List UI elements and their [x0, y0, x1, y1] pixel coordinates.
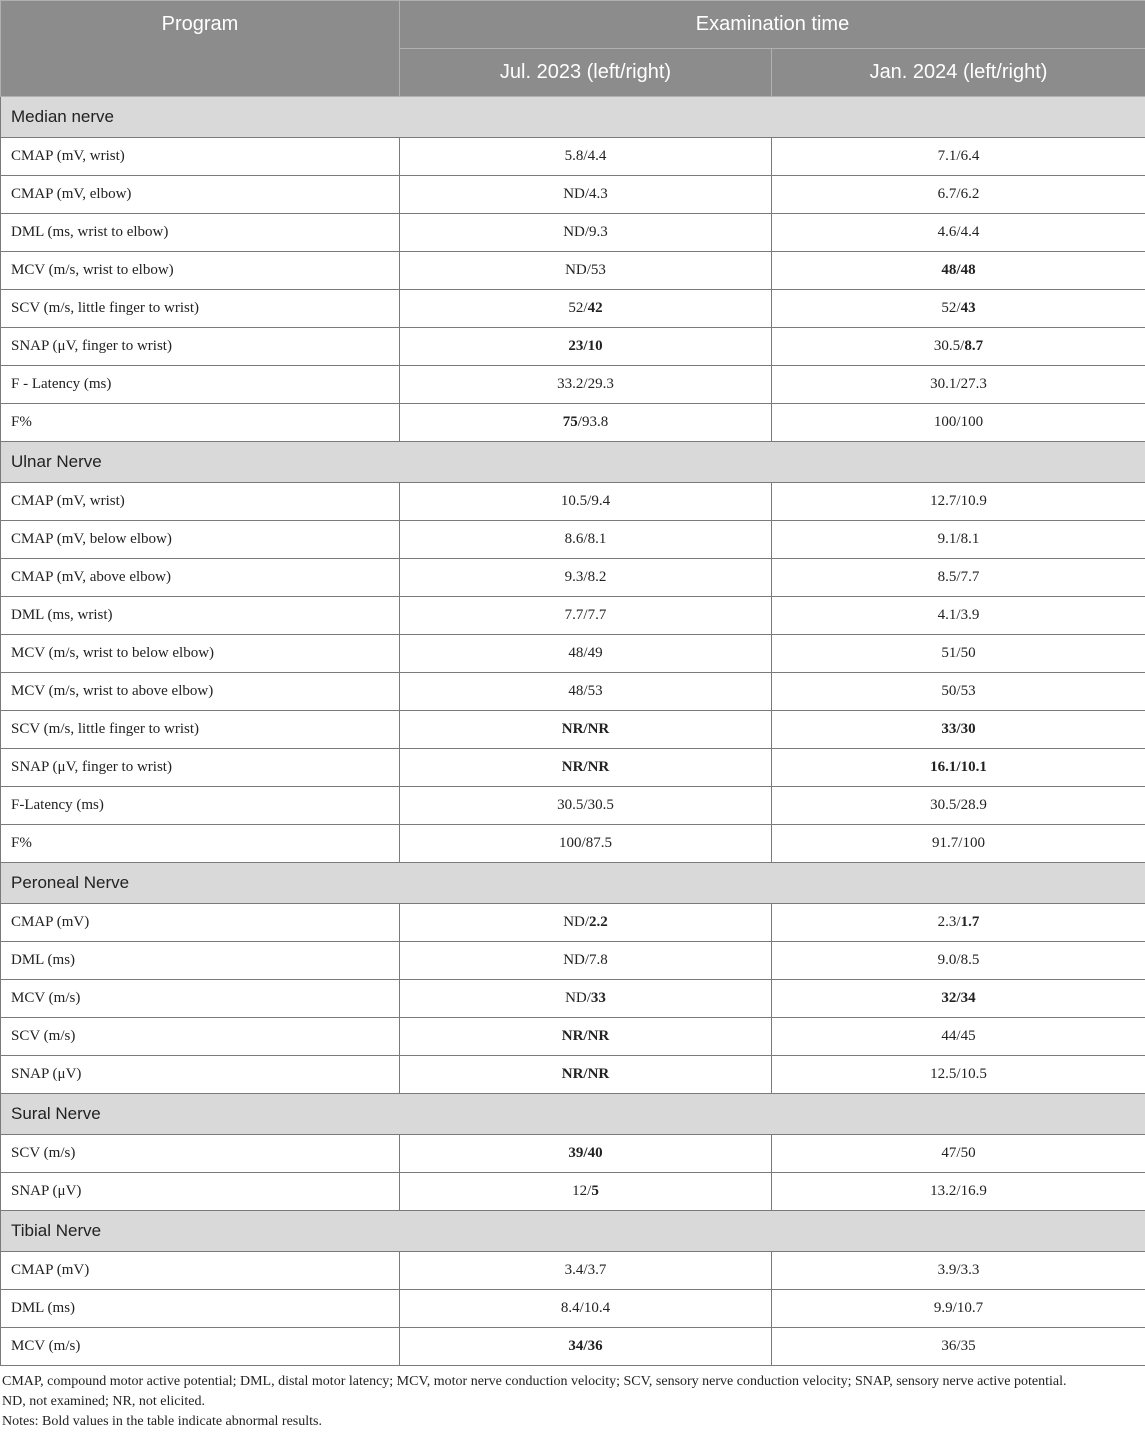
- value-jul-2023: [400, 328, 772, 366]
- row-label: CMAP (mV): [1, 904, 400, 942]
- value-jul-2023: [400, 252, 772, 290]
- table-row: [1, 711, 1145, 749]
- table-row: [1, 290, 1145, 328]
- value-jul-2023: [400, 749, 772, 787]
- row-label: CMAP (mV, wrist): [1, 483, 400, 521]
- row-label: SNAP (μV, finger to wrist): [1, 328, 400, 366]
- value-jan-2024: [772, 404, 1145, 442]
- value-jan-2024: [772, 825, 1145, 863]
- value-jul-2023: [400, 1173, 772, 1211]
- table-row: [1, 980, 1145, 1018]
- section-title: Median nerve: [1, 97, 1145, 138]
- value-jan-2024: [772, 521, 1145, 559]
- abnormal-value: 1.7: [960, 914, 980, 930]
- value-part: 52/: [568, 300, 588, 316]
- value-part: 30.5/30.5: [557, 797, 614, 813]
- row-label: CMAP (mV, below elbow): [1, 521, 400, 559]
- section-title: Tibial Nerve: [1, 1211, 1145, 1252]
- table-notes: [0, 1366, 1145, 1432]
- value-part: 12.5/10.5: [930, 1066, 987, 1082]
- value-part: 52/: [941, 300, 961, 316]
- value-part: 13.2/16.9: [930, 1183, 987, 1199]
- value-part: 50/53: [941, 683, 976, 699]
- row-label: DML (ms): [1, 942, 400, 980]
- value-part: 51/50: [941, 645, 976, 661]
- value-jan-2024: [772, 597, 1145, 635]
- table-row: [1, 559, 1145, 597]
- value-part: 12/: [572, 1183, 592, 1199]
- table-row: [1, 1290, 1145, 1328]
- header-jul-2023: Jul. 2023 (left/right): [400, 49, 772, 97]
- row-label: SNAP (μV): [1, 1173, 400, 1211]
- value-part: 100/87.5: [559, 835, 612, 851]
- table-row: [1, 1056, 1145, 1094]
- value-jul-2023: [400, 176, 772, 214]
- row-label: DML (ms): [1, 1290, 400, 1328]
- value-part: /93.8: [577, 414, 609, 430]
- value-jul-2023: [400, 559, 772, 597]
- value-jan-2024: [772, 559, 1145, 597]
- value-part: ND/9.3: [563, 224, 608, 240]
- abnormal-value: 75: [562, 414, 578, 430]
- value-part: 10.5/9.4: [560, 493, 611, 509]
- abnormal-value: 43: [960, 300, 976, 316]
- value-part: 91.7/100: [932, 835, 985, 851]
- value-jul-2023: [400, 635, 772, 673]
- value-part: 30.5/28.9: [930, 797, 987, 813]
- row-label: SCV (m/s, little finger to wrist): [1, 290, 400, 328]
- value-jan-2024: [772, 749, 1145, 787]
- abnormal-value: 33: [590, 990, 606, 1006]
- value-jul-2023: [400, 1135, 772, 1173]
- value-jul-2023: [400, 980, 772, 1018]
- header-examination-time: Examination time: [400, 1, 1145, 49]
- section-title: Ulnar Nerve: [1, 442, 1145, 483]
- value-part: 9.0/8.5: [937, 952, 980, 968]
- header-jan-2024: Jan. 2024 (left/right): [772, 49, 1145, 97]
- abnormal-value: NR/NR: [561, 759, 610, 775]
- table-row: [1, 404, 1145, 442]
- value-part: 48/53: [568, 683, 603, 699]
- row-label: CMAP (mV, above elbow): [1, 559, 400, 597]
- row-label: CMAP (mV, wrist): [1, 138, 400, 176]
- table-row: [1, 138, 1145, 176]
- row-label: CMAP (mV, elbow): [1, 176, 400, 214]
- note-nd-nr: ND, not examined; NR, not elicited.: [2, 1394, 205, 1409]
- abnormal-value: 23/: [568, 338, 588, 354]
- value-jan-2024: [772, 214, 1145, 252]
- value-jul-2023: [400, 942, 772, 980]
- value-jan-2024: [772, 1252, 1145, 1290]
- table-row: [1, 904, 1145, 942]
- value-jul-2023: [400, 597, 772, 635]
- value-jul-2023: [400, 366, 772, 404]
- value-part: 3.4/3.7: [564, 1262, 607, 1278]
- value-part: ND/4.3: [563, 186, 608, 202]
- value-jan-2024: [772, 1056, 1145, 1094]
- row-label: F - Latency (ms): [1, 366, 400, 404]
- row-label: DML (ms, wrist): [1, 597, 400, 635]
- value-jan-2024: [772, 483, 1145, 521]
- row-label: SCV (m/s, little finger to wrist): [1, 711, 400, 749]
- section-header-row: [1, 1094, 1145, 1135]
- value-part: 47/50: [941, 1145, 976, 1161]
- table-row: [1, 483, 1145, 521]
- value-jan-2024: [772, 366, 1145, 404]
- table-row: [1, 214, 1145, 252]
- table-row: [1, 597, 1145, 635]
- value-jul-2023: [400, 1252, 772, 1290]
- value-jul-2023: [400, 483, 772, 521]
- value-part: 100/100: [933, 414, 984, 430]
- value-part: 4.6/4.4: [937, 224, 980, 240]
- value-part: 30.5/: [933, 338, 965, 354]
- value-part: 4.1/3.9: [937, 607, 980, 623]
- value-part: ND/53: [565, 262, 606, 278]
- abnormal-value: 42: [587, 300, 603, 316]
- value-part: ND/: [563, 914, 590, 930]
- table-row: [1, 328, 1145, 366]
- section-header-row: [1, 1211, 1145, 1252]
- value-part: ND/: [565, 990, 591, 1006]
- value-jul-2023: [400, 1328, 772, 1366]
- value-jul-2023: [400, 711, 772, 749]
- note-bold-values: Notes: Bold values in the table indicate abnormal results.: [2, 1414, 322, 1429]
- value-jan-2024: [772, 138, 1145, 176]
- section-header-row: [1, 442, 1145, 483]
- value-jul-2023: [400, 1290, 772, 1328]
- abnormal-value: NR/NR: [561, 721, 610, 737]
- value-jan-2024: [772, 1173, 1145, 1211]
- value-part: 9.9/10.7: [933, 1300, 984, 1316]
- value-part: 9.3/8.2: [564, 569, 607, 585]
- value-part: 5.8/4.4: [564, 148, 607, 164]
- value-jul-2023: [400, 521, 772, 559]
- value-part: 6.7/6.2: [937, 186, 980, 202]
- value-part: ND/7.8: [563, 952, 608, 968]
- value-part: 30.1/27.3: [930, 376, 987, 392]
- value-jul-2023: [400, 904, 772, 942]
- table-row: [1, 635, 1145, 673]
- value-jul-2023: [400, 138, 772, 176]
- value-jan-2024: [772, 787, 1145, 825]
- table-row: [1, 1018, 1145, 1056]
- abnormal-value: 8.7: [964, 338, 984, 354]
- value-jul-2023: [400, 825, 772, 863]
- row-label: SCV (m/s): [1, 1018, 400, 1056]
- row-label: SNAP (μV, finger to wrist): [1, 749, 400, 787]
- row-label: MCV (m/s, wrist to below elbow): [1, 635, 400, 673]
- value-part: 12.7/10.9: [930, 493, 987, 509]
- abnormal-value: 10: [587, 338, 603, 354]
- table-header: [1, 1, 1145, 97]
- table-row: [1, 673, 1145, 711]
- section-title: Peroneal Nerve: [1, 863, 1145, 904]
- value-jul-2023: [400, 290, 772, 328]
- section-title: Sural Nerve: [1, 1094, 1145, 1135]
- row-label: F-Latency (ms): [1, 787, 400, 825]
- table-row: [1, 825, 1145, 863]
- value-part: 2.3/: [937, 914, 961, 930]
- table-row: [1, 176, 1145, 214]
- note-abbreviations: CMAP, compound motor active potential; DML, distal motor latency; MCV, motor nerve conduction velocity; SCV, sensory nerve conduction velocity; SNAP, sensory nerve active potential.: [2, 1374, 1067, 1389]
- abnormal-value: 2.2: [589, 914, 608, 930]
- section-header-row: [1, 863, 1145, 904]
- value-jan-2024: [772, 673, 1145, 711]
- value-jan-2024: [772, 1328, 1145, 1366]
- value-jan-2024: [772, 711, 1145, 749]
- value-part: 8.5/7.7: [937, 569, 980, 585]
- value-part: 33.2/29.3: [557, 376, 614, 392]
- value-part: 48/49: [568, 645, 603, 661]
- value-jan-2024: [772, 635, 1145, 673]
- row-label: DML (ms, wrist to elbow): [1, 214, 400, 252]
- value-part: 9.1/8.1: [937, 531, 980, 547]
- section-header-row: [1, 97, 1145, 138]
- table-row: [1, 942, 1145, 980]
- value-jan-2024: [772, 904, 1145, 942]
- value-part: 36/35: [941, 1338, 976, 1354]
- abnormal-value: 32/34: [941, 990, 976, 1006]
- abnormal-value: NR/NR: [561, 1028, 610, 1044]
- abnormal-value: NR/NR: [561, 1066, 610, 1082]
- value-jan-2024: [772, 1018, 1145, 1056]
- abnormal-value: 16.1/10.1: [930, 759, 987, 775]
- value-part: 7.7/7.7: [564, 607, 607, 623]
- table-row: [1, 366, 1145, 404]
- table-row: [1, 252, 1145, 290]
- value-jan-2024: [772, 980, 1145, 1018]
- value-part: 8.4/10.4: [560, 1300, 611, 1316]
- header-program: Program: [1, 1, 400, 97]
- table-row: [1, 521, 1145, 559]
- table-row: [1, 749, 1145, 787]
- table-row: [1, 1135, 1145, 1173]
- table-row: [1, 787, 1145, 825]
- value-jul-2023: [400, 1018, 772, 1056]
- table-body: [1, 97, 1145, 1366]
- value-part: 44/45: [941, 1028, 976, 1044]
- row-label: MCV (m/s, wrist to elbow): [1, 252, 400, 290]
- abnormal-value: 33/30: [941, 721, 976, 737]
- abnormal-value: 39/40: [568, 1145, 603, 1161]
- value-jan-2024: [772, 1135, 1145, 1173]
- row-label: CMAP (mV): [1, 1252, 400, 1290]
- row-label: SNAP (μV): [1, 1056, 400, 1094]
- value-jan-2024: [772, 942, 1145, 980]
- row-label: MCV (m/s): [1, 1328, 400, 1366]
- abnormal-value: 34/36: [568, 1338, 603, 1354]
- value-part: 7.1/6.4: [937, 148, 980, 164]
- abnormal-value: 48/48: [941, 262, 976, 278]
- row-label: F%: [1, 825, 400, 863]
- value-jan-2024: [772, 328, 1145, 366]
- row-label: F%: [1, 404, 400, 442]
- value-part: 8.6/8.1: [564, 531, 607, 547]
- value-jul-2023: [400, 1056, 772, 1094]
- table-row: [1, 1328, 1145, 1366]
- row-label: MCV (m/s, wrist to above elbow): [1, 673, 400, 711]
- value-jul-2023: [400, 787, 772, 825]
- row-label: SCV (m/s): [1, 1135, 400, 1173]
- value-jan-2024: [772, 176, 1145, 214]
- abnormal-value: 5: [591, 1183, 599, 1199]
- value-jan-2024: [772, 252, 1145, 290]
- table-row: [1, 1173, 1145, 1211]
- value-jul-2023: [400, 673, 772, 711]
- value-jul-2023: [400, 404, 772, 442]
- value-jul-2023: [400, 214, 772, 252]
- row-label: MCV (m/s): [1, 980, 400, 1018]
- value-jan-2024: [772, 290, 1145, 328]
- value-part: 3.9/3.3: [937, 1262, 980, 1278]
- value-jan-2024: [772, 1290, 1145, 1328]
- table-row: [1, 1252, 1145, 1290]
